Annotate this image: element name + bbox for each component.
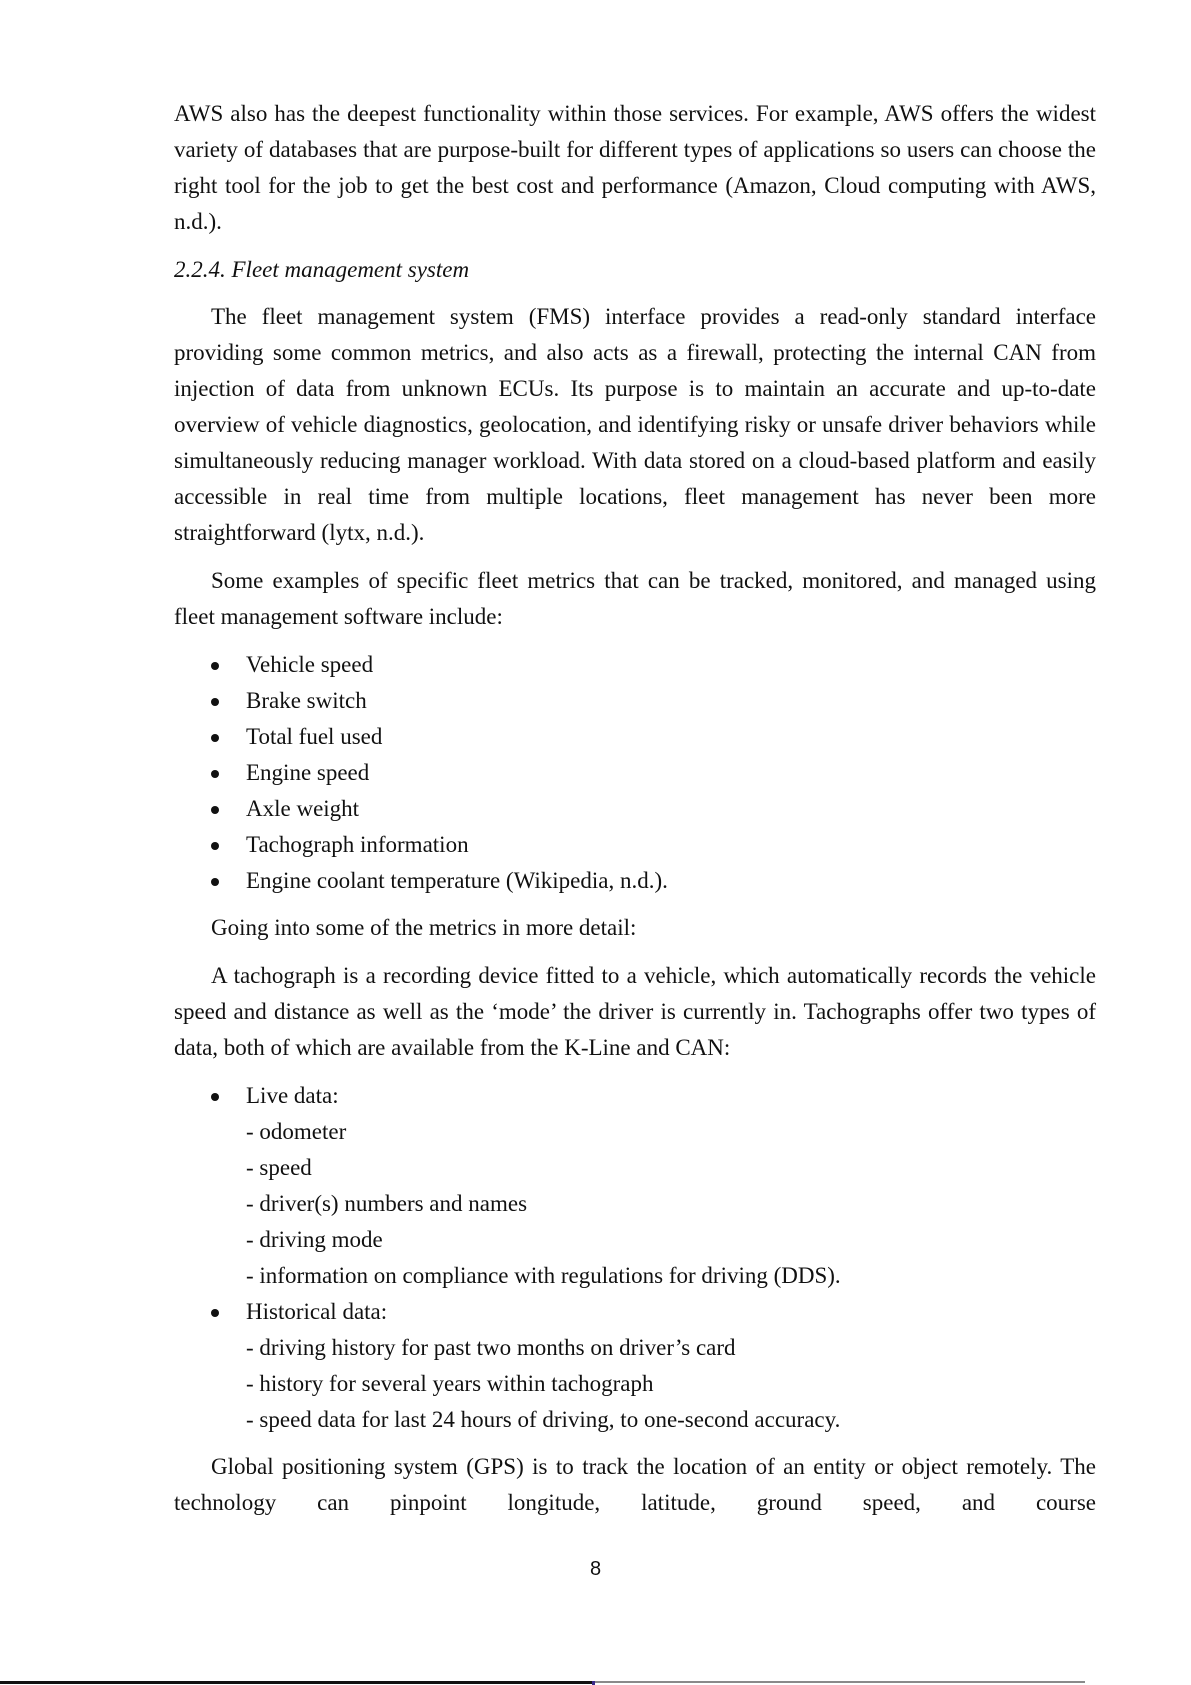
list-item-text: Total fuel used: [246, 724, 383, 749]
bullet-icon: [211, 662, 219, 670]
list-item-historical-data: [174, 1294, 1096, 1438]
list-item: [174, 719, 1096, 755]
list-item: [174, 827, 1096, 863]
bullet-icon: [211, 806, 219, 814]
metrics-list: [174, 647, 1096, 899]
paragraph-fms: The fleet management system (FMS) interface provides a read-only standard interface providing some common metrics, and also acts as a firewall, protecting the internal CAN from injection of data from unknown ECUs. Its purpose is to maintain an accurate and up-to-date overview of vehicle diagnostics, geolocation, and identifying risky or unsafe driver behaviors while simultaneously reducing manager workload. With data stored on a cloud-based platform and easily accessible in real time from multiple locations, fleet management has never been more straightforward (lytx, n.d.).: [174, 304, 1096, 545]
list-item-live-data: [174, 1078, 1096, 1294]
bullet-icon: [211, 878, 219, 886]
bullet-icon: [211, 734, 219, 742]
sub-item: - odometer: [246, 1119, 347, 1144]
list-item: [174, 683, 1096, 719]
section-heading: 2.2.4. Fleet management system: [174, 257, 470, 282]
sub-item: - driving mode: [246, 1227, 383, 1252]
list-item: [174, 791, 1096, 827]
sub-item: - driving history for past two months on driver’s card: [246, 1335, 736, 1360]
paragraph-examples: Some examples of specific fleet metrics that can be tracked, monitored, and managed using fleet management software include:: [174, 568, 1096, 629]
list-item-text: Axle weight: [246, 796, 360, 821]
bullet-icon: [211, 1093, 219, 1101]
list-item: [174, 863, 1096, 899]
list-item-text: Tachograph information: [246, 832, 469, 857]
list-item-text: Vehicle speed: [246, 652, 374, 677]
sub-item: - speed: [246, 1155, 312, 1180]
page-number: 8: [589, 1558, 602, 1580]
sub-item: - speed data for last 24 hours of driving, to one-second accuracy.: [246, 1407, 841, 1432]
sub-item: - history for several years within tachograph: [246, 1371, 654, 1396]
bullet-icon: [211, 770, 219, 778]
bullet-icon: [211, 698, 219, 706]
paragraph-tachograph: A tachograph is a recording device fitted to a vehicle, which automatically records the vehicle speed and distance as well as the ‘mode’ the driver is currently in. Tachographs offer two types of data, both of which are available from the K-Line and CAN:: [174, 963, 1096, 1060]
list-item-label: Historical data:: [246, 1299, 388, 1324]
paragraph-gps: Global positioning system (GPS) is to track the location of an entity or object remotely. The technology can pinpoint longitude, latitude, ground speed, and course: [174, 1454, 1096, 1515]
data-types-list: [174, 1078, 1096, 1438]
sub-item: - information on compliance with regulations for driving (DDS).: [246, 1263, 841, 1288]
list-item-text: Engine coolant temperature (Wikipedia, n.d.).: [246, 868, 668, 893]
border-right-segment: [595, 1681, 1085, 1683]
page-bottom-border: [0, 1681, 1191, 1685]
list-item-text: Engine speed: [246, 760, 370, 785]
border-left-segment: [0, 1681, 592, 1684]
list-item-text: Brake switch: [246, 688, 367, 713]
list-item: [174, 647, 1096, 683]
paragraph-detail: Going into some of the metrics in more detail:: [211, 915, 637, 940]
bullet-icon: [211, 1309, 219, 1317]
list-item: [174, 755, 1096, 791]
sub-item: - driver(s) numbers and names: [246, 1191, 528, 1216]
bullet-icon: [211, 842, 219, 850]
paragraph-aws: AWS also has the deepest functionality within those services. For example, AWS offers the widest variety of databases that are purpose-built for different types of applications so users can choose the right tool for the job to get the best cost and performance (Amazon, Cloud computing with AWS, n.d.).: [174, 101, 1096, 234]
document-page: [174, 96, 1096, 1533]
list-item-label: Live data:: [246, 1083, 339, 1108]
